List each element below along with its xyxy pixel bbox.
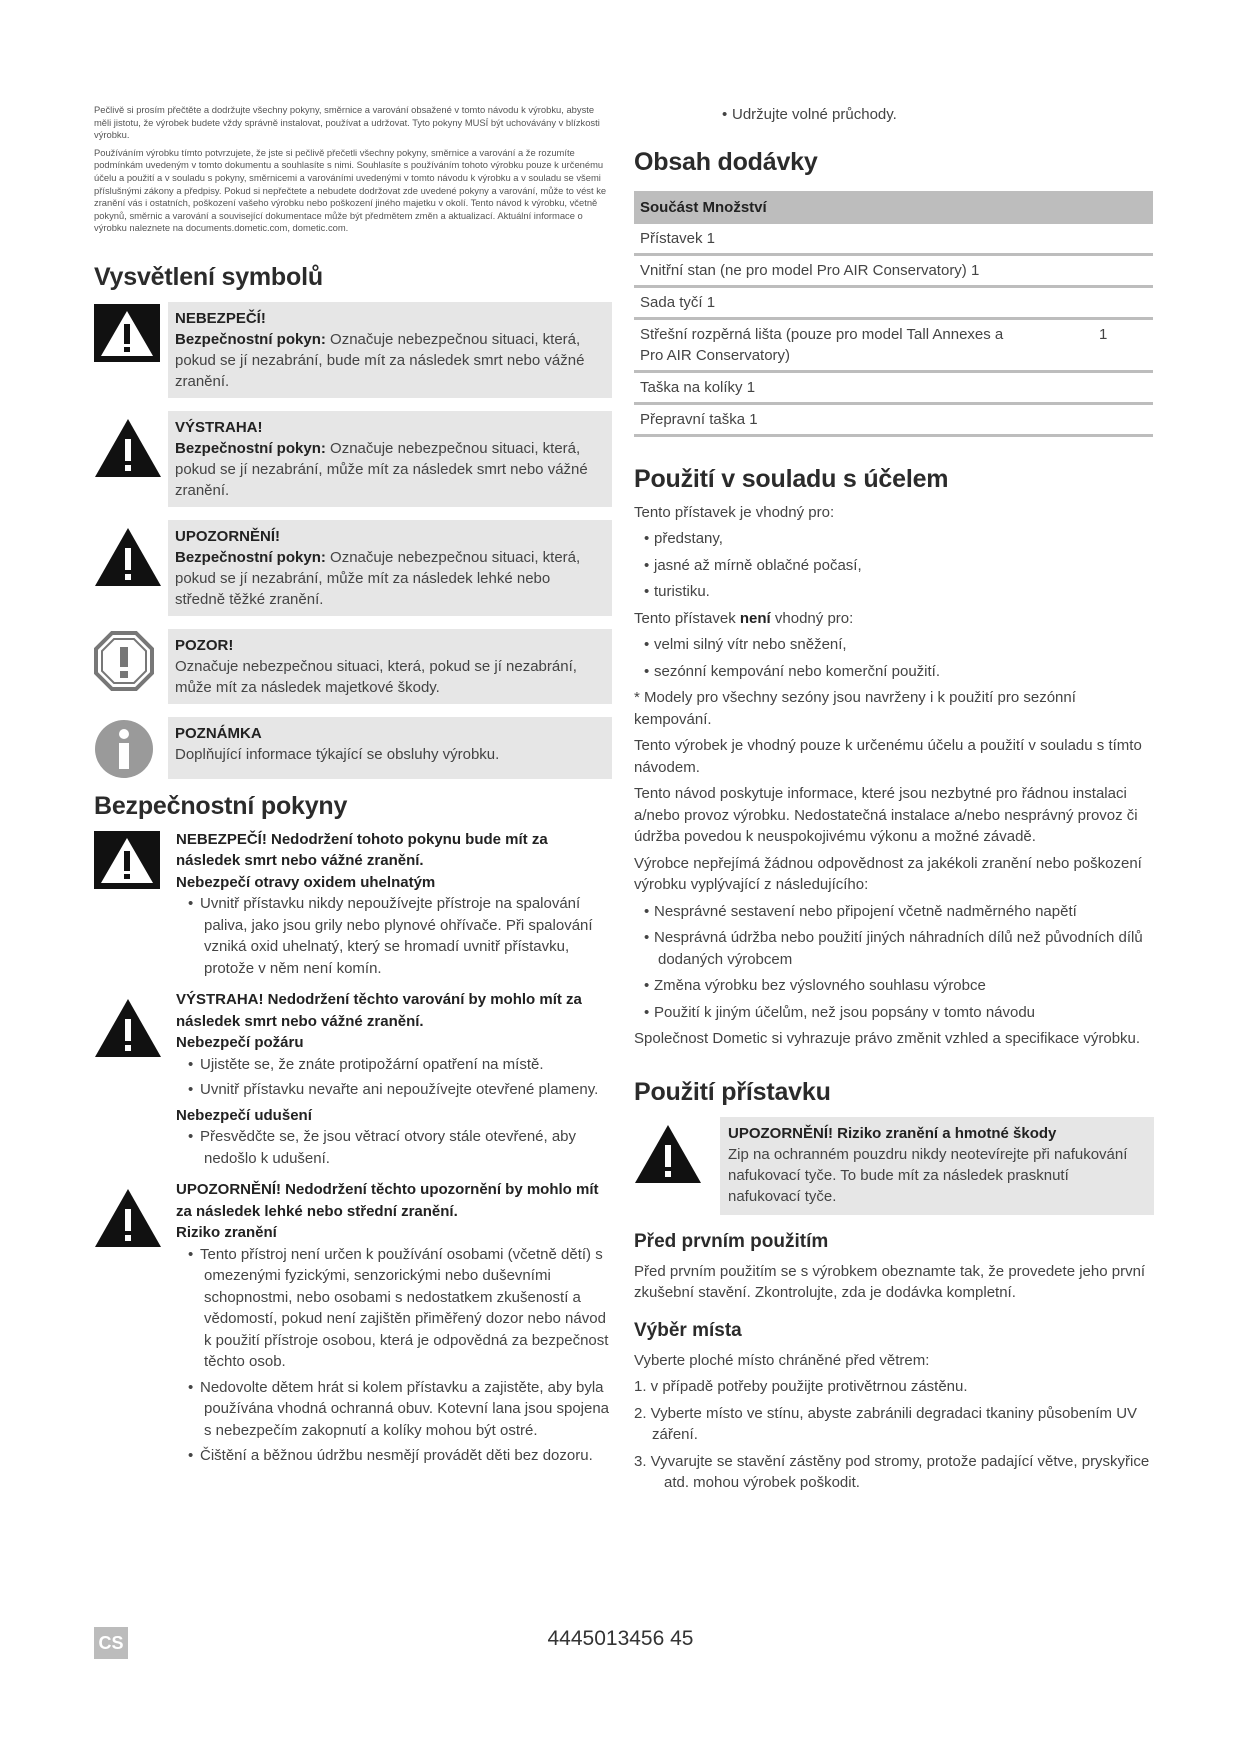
list-item: • jasné až mírně oblačné počasí, — [634, 555, 1154, 577]
list-item: • Změna výrobku bez výslovného souhlasu výrobce — [634, 975, 1154, 997]
contents-table — [634, 191, 1153, 437]
list-item: • Uvnitř přístavku nikdy nepoužívejte přístroje na spalování paliva, jako jsou grily nebo plynové ohřívače. Při spalování vzniká oxid uhelnatý, který se hromadí uvnitř přístavku, protože v něm není komín. — [176, 893, 612, 979]
symbol-notice-title: POZOR! — [175, 636, 234, 654]
intended-paragraph-4: Společnost Dometic si vyhrazuje právo změnit vzhled a specifikace výrobku. — [634, 1030, 1141, 1047]
intended-use-heading: Použití v souladu s účelem — [634, 464, 949, 493]
first-use-text: Před prvním použitím se s výrobkem obeznamte tak, že provedete jeho první zkušební stavění. Zkontrolujte, zda je dodávka kompletní. — [634, 1262, 1146, 1301]
safety-caution-body — [176, 1179, 612, 1471]
symbol-caution — [94, 520, 612, 616]
safety-danger-header: NEBEZPEČÍ! Nedodržení tohoto pokynu bude mít za následek smrt nebo vážné zranění. — [176, 830, 548, 870]
table-row — [634, 371, 1153, 403]
symbols-heading: Vysvětlení symbolů — [94, 262, 323, 291]
list-item: 3. Vyvarujte se stavění zástěny pod stromy, protože padající větve, pryskyřice atd. mohou výrobek poškodit. — [634, 1452, 1150, 1491]
safety-warning-subheading-fire: Nebezpečí požáru — [176, 1034, 304, 1052]
list-item: • Přesvědčte se, že jsou větrací otvory stále otevřené, aby nedošlo k udušení. — [176, 1126, 612, 1169]
symbol-caution-title: UPOZORNĚNÍ! — [175, 527, 280, 545]
first-use-heading: Před prvním použitím — [634, 1230, 829, 1252]
symbol-danger — [94, 302, 612, 398]
list-item: 2. Vyberte místo ve stínu, abyste zabránili degradaci tkaniny působením UV záření. — [634, 1404, 1138, 1443]
contents-item: Sada tyčí 1 — [634, 286, 1093, 318]
table-row — [634, 254, 1153, 286]
contents-item: Střešní rozpěrná lišta (pouze pro model Tall Annexes a Pro AIR Conservatory) — [634, 318, 1093, 371]
contents-item: Vnitřní stan (ne pro model Pro AIR Conservatory) 1 — [634, 254, 1093, 286]
contents-qty — [1093, 286, 1153, 318]
list-item: • předstany, — [634, 528, 1154, 550]
symbol-caution-box — [168, 520, 612, 616]
info-circle-icon — [94, 717, 168, 779]
contents-qty — [1093, 403, 1153, 435]
not-suitable-bold: není — [739, 609, 771, 627]
safety-danger — [94, 829, 612, 984]
intended-paragraph-1: Tento výrobek je vhodný pouze k určenému účelu a použití v souladu s tímto návodem. — [634, 737, 1142, 776]
symbol-warning — [94, 411, 612, 507]
contents-item: Přístavek 1 — [634, 224, 1093, 255]
intended-note: * Modely pro všechny sezóny jsou navrženy i k použití pro sezónní kempování. — [634, 689, 1076, 728]
list-item: • Uvnitř přístavku nevařte ani nepoužívejte otevřené plameny. — [176, 1079, 612, 1101]
intro-paragraph-1: Pečlivě si prosím přečtěte a dodržujte všechny pokyny, směrnice a varování obsažené v tomto návodu k výrobku, abyste měli jistotu, že výrobek budete vždy správně instalovat, používat a udržovat. Tyto pokyny MUSÍ být uchovávány v blízkosti výrobku. — [94, 104, 600, 141]
list-item: 1. v případě potřeby použijte protivětrnou zástěnu. — [634, 1378, 968, 1395]
intended-suitable-intro: Tento přístavek je vhodný pro: — [634, 503, 835, 521]
symbol-danger-label: Bezpečnostní pokyn: — [175, 330, 326, 348]
list-item: • turistiku. — [634, 581, 1154, 603]
safety-warning — [94, 989, 612, 1173]
site-selection-heading: Výběr místa — [634, 1319, 742, 1341]
warning-triangle-icon — [94, 989, 176, 1173]
intended-paragraph-3: Výrobce nepřejímá žádnou odpovědnost za jakékoli zranění nebo poškození výrobku vyplývající z následujícího: — [634, 854, 1142, 893]
safety-heading: Bezpečnostní pokyny — [94, 791, 348, 820]
warning-triangle-icon — [94, 1179, 176, 1471]
list-item: • Nesprávné sestavení nebo připojení včetně nadměrného napětí — [634, 901, 1154, 923]
usage-caution — [634, 1117, 1154, 1215]
symbol-caution-text: Označuje nebezpečnou situaci, která, pokud se jí nezabrání, může mít za následek lehké nebo středně těžké zranění. — [175, 548, 581, 608]
table-row — [634, 286, 1153, 318]
symbol-note-text: Doplňující informace týkající se obsluhy výrobku. — [175, 745, 500, 763]
intro-text — [94, 104, 612, 235]
contents-item: Přepravní taška 1 — [634, 403, 1093, 435]
symbol-notice-text: Označuje nebezpečnou situaci, která, pokud se jí nezabrání, může mít za následek majetkové škody. — [175, 657, 577, 696]
safety-warning-body — [176, 989, 612, 1173]
language-badge: CS — [94, 1627, 128, 1659]
symbol-note-title: POZNÁMKA — [175, 724, 262, 742]
right-column — [634, 104, 1154, 1499]
list-item: • Ujistěte se, že znáte protipožární opatření na místě. — [176, 1054, 612, 1076]
safety-caution-subheading: Riziko zranění — [176, 1224, 277, 1242]
site-selection-section — [634, 1350, 1154, 1494]
safety-warning-subheading-suffocation: Nebezpečí udušení — [176, 1106, 312, 1124]
safety-caution — [94, 1179, 612, 1471]
symbol-note — [94, 717, 612, 779]
contents-qty — [1093, 371, 1153, 403]
usage-caution-text: Zip na ochranném pouzdru nikdy neotevírejte při nafukování nafukovací tyče. To bude mít za následek prasknutí nafukovací tyče. — [728, 1145, 1128, 1205]
contents-qty: 1 — [1093, 318, 1153, 371]
symbol-danger-text: Označuje nebezpečnou situaci, která, pokud se jí nezabrání, bude mít za následek smrt nebo vážné zranění. — [175, 330, 585, 390]
safety-danger-body — [176, 829, 612, 984]
warning-triangle-icon — [634, 1117, 720, 1215]
list-item: • Nedovolte dětem hrát si kolem přístavku a zajistěte, aby byla používána vhodná ochranná obuv. Kotevní lana jsou spojena s nebezpečím zakopnutí a kolíky mohou být ostré. — [176, 1377, 612, 1442]
contents-heading: Obsah dodávky — [634, 147, 818, 176]
warning-triangle-icon — [94, 520, 168, 616]
symbol-warning-label: Bezpečnostní pokyn: — [175, 439, 326, 457]
contents-table-header: Součást Množství — [634, 191, 1153, 224]
symbol-warning-box — [168, 411, 612, 507]
symbol-notice — [94, 629, 612, 704]
intended-paragraph-2: Tento návod poskytuje informace, které jsou nezbytné pro řádnou instalaci a/nebo provoz výrobku. Nedostatečná instalace a/nebo nesprávný provoz či údržba povedou k neuspokojivému výkonu a možné závadě. — [634, 785, 1138, 845]
contents-item: Taška na kolíky 1 — [634, 371, 1093, 403]
usage-caution-box — [720, 1117, 1154, 1215]
list-item: • sezónní kempování nebo komerční použití. — [634, 661, 1154, 683]
list-item: • Tento přístroj není určen k používání osobami (včetně dětí) s omezenými fyzickými, senzorickými nebo duševními schopnostmi, nebo osobami s nedostatkem zkušeností a vědomostí, pokud není zajištěn přiměřený dozor nebo návod k použití přístroje osobou, která je odpovědná za bezpečnost těchto osob. — [176, 1244, 612, 1373]
table-row — [634, 403, 1153, 435]
list-item: • Udržujte volné průchody. — [712, 104, 1154, 126]
list-item: • Čištění a běžnou údržbu nesmějí provádět děti bez dozoru. — [176, 1445, 612, 1467]
usage-caution-header: UPOZORNĚNÍ! Riziko zranění a hmotné škody — [728, 1124, 1057, 1142]
symbol-danger-box — [168, 302, 612, 398]
octagon-exclamation-icon — [94, 629, 168, 704]
contents-qty — [1093, 224, 1153, 255]
intended-not-suitable-intro — [634, 608, 1154, 630]
list-item: • Použití k jiným účelům, než jsou popsány v tomto návodu — [634, 1002, 1154, 1024]
site-intro: Vyberte ploché místo chráněné před větrem: — [634, 1351, 930, 1369]
warning-triangle-boxed-icon — [94, 302, 168, 398]
page-number: 4445013456 45 — [547, 1627, 694, 1650]
symbol-warning-text: Označuje nebezpečnou situaci, která, pokud se jí nezabrání, může mít za následek smrt nebo vážné zranění. — [175, 439, 588, 499]
not-suitable-pre: Tento přístavek — [634, 609, 740, 627]
intro-paragraph-2: Používáním výrobku tímto potvrzujete, že jste si pečlivě přečetli všechny pokyny, směrnice a varování a že rozumíte podmínkám uvedeným v tomto dokumentu a souhlasíte s nimi. Souhlasíte s používáním tohoto výrobku pouze k určenému účelu a použití a v souladu s pokyny, směrnicemi a varováními uvedenými v tomto návodu k výrobku a v souladu se všemi příslušnými zákony a předpisy. Pokud si nepřečtete a nebudete dodržovat zde uvedené pokyny a varování, může to vést ke zranění vás i ostatních, poškození vašeho výrobku nebo poškození jiného majetku v okolí. Tento návod k výrobku, včetně pokynů, směrnic a varování a související dokumentace může být předmětem změn a aktualizací. Aktuální informace o výrobku naleznete na documents.dometic.com, dometic.com. — [94, 146, 607, 234]
table-row — [634, 318, 1153, 371]
symbol-notice-box — [168, 629, 612, 704]
safety-warning-header: VÝSTRAHA! Nedodržení těchto varování by mohlo mít za následek smrt nebo vážné zranění. — [176, 991, 582, 1030]
usage-heading: Použití přístavku — [634, 1077, 831, 1106]
symbol-caution-label: Bezpečnostní pokyn: — [175, 548, 326, 566]
left-column — [94, 104, 612, 1477]
safety-danger-subheading: Nebezpečí otravy oxidem uhelnatým — [176, 873, 436, 891]
symbol-danger-title: NEBEZPEČÍ! — [175, 309, 266, 327]
not-suitable-post: vhodný pro: — [770, 609, 854, 627]
warning-triangle-icon — [94, 411, 168, 507]
warning-triangle-boxed-icon — [94, 829, 176, 984]
symbol-warning-title: VÝSTRAHA! — [175, 418, 263, 436]
list-item: • velmi silný vítr nebo sněžení, — [634, 634, 1154, 656]
safety-caution-header: UPOZORNĚNÍ! Nedodržení těchto upozornění by mohlo mít za následek lehké nebo střední zranění. — [176, 1181, 599, 1220]
list-item: • Nesprávná údržba nebo použití jiných náhradních dílů než původních dílů dodaných výrobcem — [634, 927, 1154, 970]
contents-qty — [1093, 254, 1153, 286]
symbol-note-box — [168, 717, 612, 779]
table-row — [634, 224, 1153, 255]
intended-use-section — [634, 502, 1154, 1050]
